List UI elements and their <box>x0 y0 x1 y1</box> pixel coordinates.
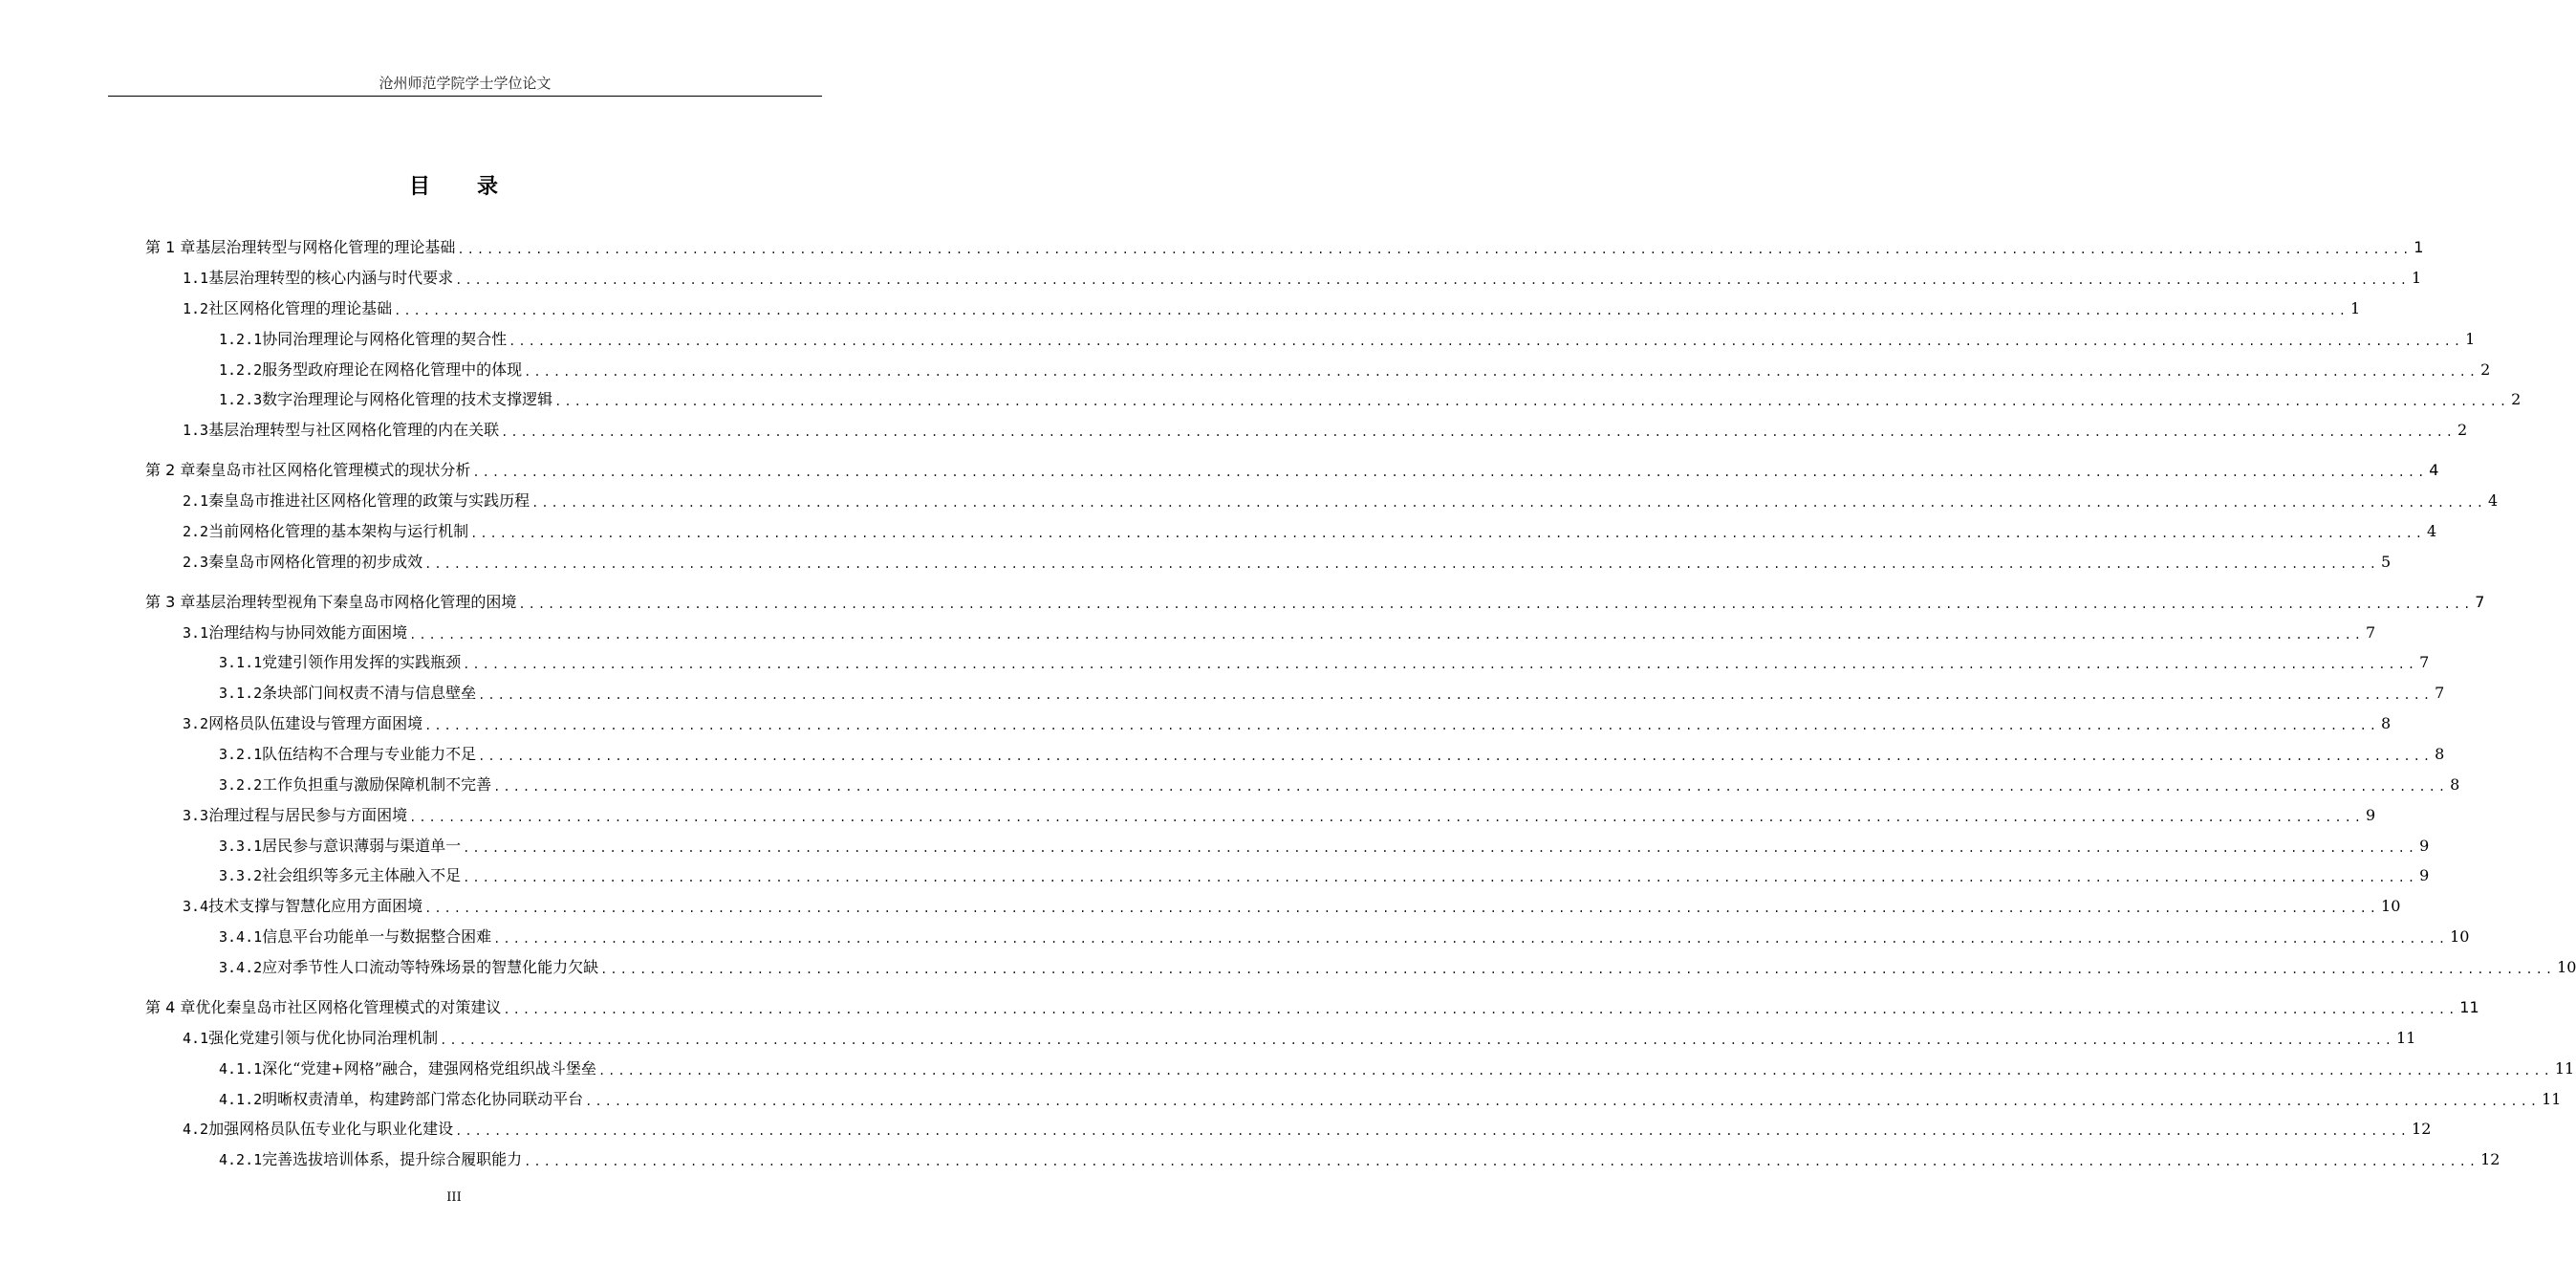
toc-num: 3.1.1 <box>219 654 263 671</box>
toc-num: 第 1 章 <box>145 238 196 256</box>
toc-num: 1.3 <box>183 422 209 439</box>
toc-page: 11 <box>2396 1029 2416 1047</box>
toc-title-text: 完善选拔培训体系，提升综合履职能力 <box>262 1150 523 1168</box>
toc-title-text: 当前网格化管理的基本架构与运行机制 <box>208 522 469 540</box>
toc-title-text: 秦皇岛市社区网格化管理模式的现状分析 <box>195 461 471 479</box>
toc-title-text: 工作负担重与激励保障机制不完善 <box>262 775 492 794</box>
toc-num: 3.3.1 <box>219 838 263 855</box>
toc-title-text: 协同治理理论与网格化管理的契合性 <box>262 330 508 348</box>
toc-leader: ........................................................................................................................................................................................................ <box>478 688 2434 702</box>
toc-leader: ........................................................................................................................................................................................................ <box>493 932 2449 946</box>
toc-entry-chapter-1[interactable] <box>145 235 2424 258</box>
toc-title-text: 居民参与意识薄弱与渠道单一 <box>262 837 462 855</box>
toc-leader: ........................................................................................................................................................................................................ <box>503 1003 2458 1016</box>
toc-entry-chapter-4[interactable] <box>145 995 2479 1018</box>
toc-title-text: 队伍结构不合理与专业能力不足 <box>262 745 477 763</box>
toc-leader: ........................................................................................................................................................................................................ <box>440 1034 2395 1047</box>
toc-num: 2.1 <box>183 492 209 510</box>
toc-page: 1 <box>2465 330 2476 348</box>
toc-page: 9 <box>2419 837 2430 855</box>
toc-entry-3-3-2[interactable] <box>219 863 2430 886</box>
toc-leader: ........................................................................................................................................................................................................ <box>554 395 2510 408</box>
toc-num: 1.1 <box>183 270 209 287</box>
toc-page: 2 <box>2480 360 2491 379</box>
toc-entry-3-1-1[interactable] <box>219 650 2430 673</box>
toc-entry-3-4-1[interactable] <box>219 925 2470 947</box>
toc-leader: ........................................................................................................................................................................................................ <box>424 719 2380 732</box>
toc-leader: ........................................................................................................................................................................................................ <box>409 628 2365 642</box>
toc-page: 12 <box>2480 1150 2500 1168</box>
toc-page: 2 <box>2457 421 2468 439</box>
toc-entry-3-4-2[interactable] <box>219 955 2576 978</box>
toc-title-text: 技术支撑与智慧化应用方面困境 <box>208 897 423 915</box>
toc-page: 7 <box>2419 653 2430 671</box>
toc-title-text: 治理过程与居民参与方面困境 <box>208 806 408 824</box>
toc-title-text: 明晰权责清单，构建跨部门常态化协同联动平台 <box>262 1090 584 1108</box>
toc-num: 4.1.2 <box>219 1091 263 1108</box>
toc-page: 7 <box>2475 593 2485 611</box>
toc-leader: ........................................................................................................................................................................................................ <box>455 273 2411 287</box>
toc-title-text: 基层治理转型视角下秦皇岛市网格化管理的困境 <box>195 593 517 611</box>
toc-page: 7 <box>2435 684 2445 702</box>
toc-leader: ........................................................................................................................................................................................................ <box>493 780 2449 794</box>
toc-entry-3-2[interactable] <box>183 711 2392 734</box>
toc-title-text: 网格员队伍建设与管理方面困境 <box>208 714 423 732</box>
toc-leader: ........................................................................................................................................................................................................ <box>457 243 2413 256</box>
toc-entry-2-1[interactable] <box>183 489 2499 512</box>
toc-title-left: 目 <box>408 175 431 199</box>
toc-entry-3-3-1[interactable] <box>219 834 2430 857</box>
toc-title-text: 强化党建引领与优化协同治理机制 <box>208 1029 439 1047</box>
toc-num: 4.1 <box>183 1030 209 1047</box>
toc-leader: ........................................................................................................................................................................................................ <box>472 466 2428 479</box>
toc-title-text: 社区网格化管理的理论基础 <box>208 299 393 317</box>
toc-leader: ........................................................................................................................................................................................................ <box>463 841 2418 855</box>
toc-leader: ........................................................................................................................................................................................................ <box>463 871 2418 884</box>
toc-title-text: 基层治理转型与社区网格化管理的内在关联 <box>208 421 500 439</box>
toc-num: 4.1.1 <box>219 1060 263 1078</box>
toc-entry-3-1[interactable] <box>183 621 2376 643</box>
toc-entry-4-2[interactable] <box>183 1117 2432 1140</box>
toc-page: 8 <box>2450 775 2460 794</box>
toc-page: 12 <box>2412 1120 2432 1138</box>
page-footer <box>0 1190 908 1205</box>
toc-page: 8 <box>2435 745 2445 763</box>
toc-title-text: 党建引领作用发挥的实践瓶颈 <box>262 653 462 671</box>
toc-title-text: 应对季节性人口流动等特殊场景的智慧化能力欠缺 <box>262 958 599 976</box>
toc-page: 4 <box>2429 461 2439 479</box>
toc-title <box>0 170 908 200</box>
toc-page: 5 <box>2381 553 2392 571</box>
toc-entry-1-2-1[interactable] <box>219 327 2476 350</box>
toc-leader: ........................................................................................................................................................................................................ <box>478 750 2434 763</box>
toc-num: 3.4.2 <box>219 959 263 976</box>
toc-page: 11 <box>2459 998 2479 1016</box>
toc-page: 11 <box>2554 1059 2575 1078</box>
toc-entry-1-2[interactable] <box>183 296 2361 319</box>
toc-entry-2-2[interactable] <box>183 519 2437 542</box>
toc-leader: ........................................................................................................................................................................................................ <box>518 598 2474 611</box>
toc-page: 7 <box>2366 623 2376 642</box>
toc-leader: ........................................................................................................................................................................................................ <box>424 902 2380 915</box>
page-number: III <box>446 1190 462 1205</box>
toc-title-text: 条块部门间权责不清与信息壁垒 <box>262 684 477 702</box>
toc-page: 1 <box>2412 269 2422 287</box>
toc-entry-4-1-1[interactable] <box>219 1056 2575 1079</box>
toc-title-text: 深化“党建+网格”融合，建强网格党组织战斗堡垒 <box>262 1059 596 1078</box>
toc-num: 3.3 <box>183 807 209 824</box>
toc-entry-1-1[interactable] <box>183 266 2422 289</box>
toc-entry-4-1[interactable] <box>183 1026 2416 1049</box>
toc-title-text: 基层治理转型与网格化管理的理论基础 <box>195 238 456 256</box>
toc-num: 第 2 章 <box>145 461 196 479</box>
toc-leader: ........................................................................................................................................................................................................ <box>524 1155 2479 1168</box>
toc-title-text: 秦皇岛市推进社区网格化管理的政策与实践历程 <box>208 491 530 510</box>
toc-leader: ........................................................................................................................................................................................................ <box>394 304 2349 317</box>
toc-title-right: 录 <box>477 175 500 199</box>
toc-num: 3.1.2 <box>219 685 263 702</box>
toc-num: 1.2.3 <box>219 391 263 408</box>
toc-title-text: 信息平台功能单一与数据整合困难 <box>262 927 492 946</box>
toc-num: 3.2 <box>183 715 209 732</box>
toc-page: 4 <box>2427 522 2437 540</box>
toc-entry-4-1-2[interactable] <box>219 1087 2562 1110</box>
toc-title-text: 优化秦皇岛市社区网格化管理模式的对策建议 <box>195 998 502 1016</box>
toc-title-text: 治理结构与协同效能方面困境 <box>208 623 408 642</box>
toc-title-text: 基层治理转型的核心内涵与时代要求 <box>208 269 454 287</box>
toc-num: 1.2 <box>183 300 209 317</box>
toc-page: 10 <box>2450 927 2470 946</box>
toc-num: 2.2 <box>183 523 209 540</box>
toc-entry-1-2-2[interactable] <box>219 358 2491 381</box>
toc-page: 2 <box>2511 390 2522 408</box>
toc-entry-3-4[interactable] <box>183 894 2401 917</box>
toc-leader: ........................................................................................................................................................................................................ <box>455 1124 2411 1138</box>
toc-leader: ........................................................................................................................................................................................................ <box>585 1095 2541 1108</box>
toc-leader: ........................................................................................................................................................................................................ <box>470 527 2426 540</box>
toc-entry-1-3[interactable] <box>183 418 2468 441</box>
toc-leader: ........................................................................................................................................................................................................ <box>600 963 2556 976</box>
toc-entry-3-2-1[interactable] <box>219 742 2445 765</box>
toc-entry-3-2-2[interactable] <box>219 773 2460 795</box>
toc-entry-chapter-2[interactable] <box>145 458 2439 481</box>
toc-entry-3-3[interactable] <box>183 803 2376 826</box>
toc-page: 9 <box>2366 806 2376 824</box>
toc-page: 11 <box>2542 1090 2562 1108</box>
toc-num: 3.4.1 <box>219 928 263 946</box>
header-text: 沧州师范学院学士学位论文 <box>379 75 552 92</box>
toc-page: 10 <box>2557 958 2576 976</box>
toc-entry-1-2-3[interactable] <box>219 387 2522 410</box>
toc-num: 4.2 <box>183 1121 209 1138</box>
toc-leader: ........................................................................................................................................................................................................ <box>463 658 2418 671</box>
toc-leader: ........................................................................................................................................................................................................ <box>424 557 2380 571</box>
toc-num: 1.2.2 <box>219 361 263 379</box>
toc-page: 8 <box>2381 714 2392 732</box>
toc-title-text: 服务型政府理论在网格化管理中的体现 <box>262 360 523 379</box>
toc-leader: ........................................................................................................................................................................................................ <box>501 425 2457 439</box>
toc-num: 3.3.2 <box>219 867 263 884</box>
toc-num: 4.2.1 <box>219 1151 263 1168</box>
toc-num: 1.2.1 <box>219 331 263 348</box>
toc-entry-chapter-3[interactable] <box>145 590 2485 613</box>
toc-page: 1 <box>2350 299 2361 317</box>
toc-title-text: 加强网格员队伍专业化与职业化建设 <box>208 1120 454 1138</box>
toc-entry-3-1-2[interactable] <box>219 681 2445 704</box>
toc-num: 3.1 <box>183 624 209 642</box>
toc-leader: ........................................................................................................................................................................................................ <box>509 335 2464 348</box>
toc-page: 4 <box>2488 491 2499 510</box>
toc-page: 1 <box>2414 238 2424 256</box>
toc-leader: ........................................................................................................................................................................................................ <box>409 811 2365 824</box>
toc-page: 10 <box>2381 897 2401 915</box>
toc-leader: ........................................................................................................................................................................................................ <box>524 365 2479 379</box>
running-header <box>108 73 822 97</box>
toc-leader: ........................................................................................................................................................................................................ <box>597 1064 2553 1078</box>
toc-num: 第 4 章 <box>145 998 196 1016</box>
toc-num: 2.3 <box>183 554 209 571</box>
toc-title-text: 秦皇岛市网格化管理的初步成效 <box>208 553 423 571</box>
toc-num: 第 3 章 <box>145 593 196 611</box>
toc-page: 9 <box>2419 866 2430 884</box>
toc-num: 3.2.2 <box>219 776 263 794</box>
toc-entry-4-2-1[interactable] <box>219 1147 2500 1170</box>
toc-entry-2-3[interactable] <box>183 550 2392 573</box>
toc-leader: ........................................................................................................................................................................................................ <box>531 496 2487 510</box>
toc-num: 3.4 <box>183 898 209 915</box>
toc-title-text: 社会组织等多元主体融入不足 <box>262 866 462 884</box>
toc-num: 3.2.1 <box>219 746 263 763</box>
toc-title-text: 数字治理理论与网格化管理的技术支撑逻辑 <box>262 390 553 408</box>
